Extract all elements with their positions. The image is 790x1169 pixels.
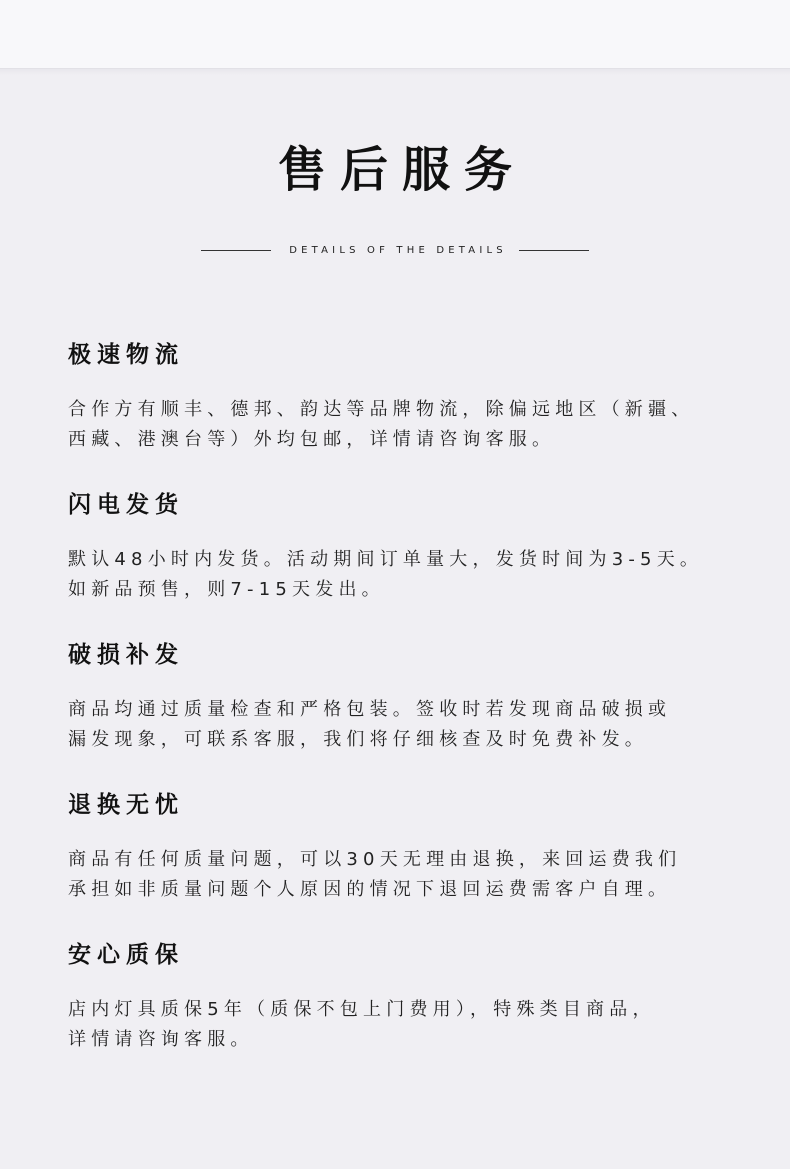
- section-body: [68, 695, 768, 755]
- top-band: [0, 0, 790, 69]
- section-body: [68, 545, 768, 605]
- section-damage-reissue: [68, 640, 758, 750]
- section-line: 如新品预售，则7-15天发出。: [68, 579, 385, 600]
- section-returns: [68, 790, 758, 900]
- section-fast-shipping: [68, 490, 758, 600]
- section-line: 商品有任何质量问题，可以30天无理由退换，来回运费我们: [68, 849, 682, 870]
- section-line: 承担如非质量问题个人原因的情况下退回运费需客户自理。: [68, 879, 672, 900]
- section-fast-logistics: [68, 340, 758, 450]
- right-rule: [519, 250, 589, 251]
- section-heading: 安心质保: [68, 942, 184, 968]
- section-line: 漏发现象，可联系客服，我们将仔细核查及时免费补发。: [68, 729, 648, 750]
- section-line: 西藏、港澳台等）外均包邮，详情请咨询客服。: [68, 429, 556, 450]
- section-heading: 极速物流: [68, 342, 184, 368]
- top-band-divider: [0, 69, 790, 75]
- section-heading: 破损补发: [68, 642, 184, 668]
- left-rule: [201, 250, 271, 251]
- section-body: [68, 395, 768, 455]
- section-body: [68, 995, 768, 1055]
- section-heading: 闪电发货: [68, 492, 184, 518]
- page-subtitle: DETAILS OF THE DETAILS: [289, 244, 507, 256]
- section-line: 合作方有顺丰、德邦、韵达等品牌物流，除偏远地区（新疆、: [68, 399, 695, 420]
- section-line: 店内灯具质保5年（质保不包上门费用），特殊类目商品，: [68, 999, 656, 1020]
- section-body: [68, 845, 768, 905]
- page-title: 售后服务: [277, 142, 526, 198]
- section-heading: 退换无忧: [68, 792, 184, 818]
- section-warranty: [68, 940, 758, 1050]
- section-line: 默认48小时内发货。活动期间订单量大，发货时间为3-5天。: [68, 549, 704, 570]
- subtitle-row: [0, 241, 790, 259]
- section-line: 商品均通过质量检查和严格包装。签收时若发现商品破损或: [68, 699, 672, 720]
- section-line: 详情请咨询客服。: [68, 1029, 254, 1050]
